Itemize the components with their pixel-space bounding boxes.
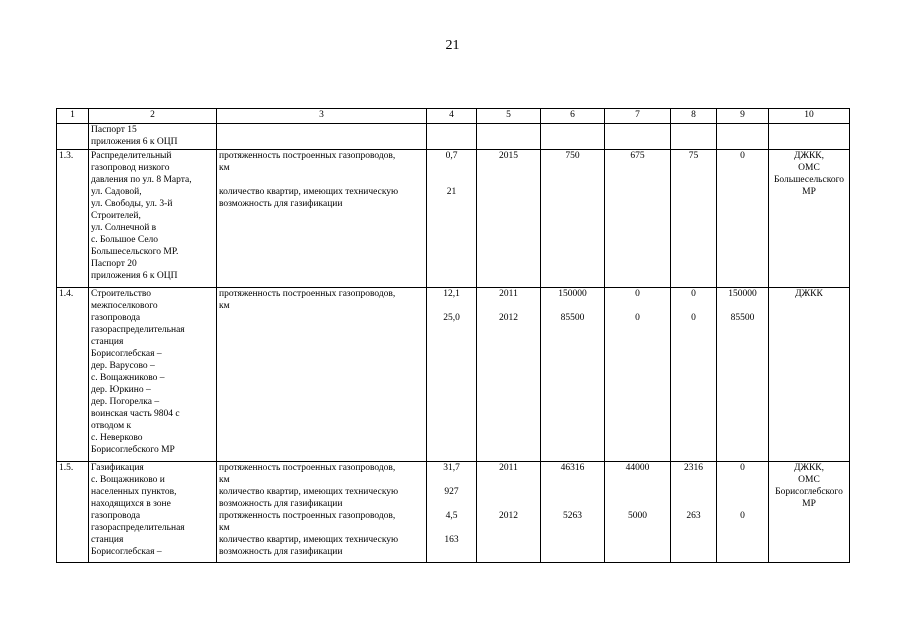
project-name: Строительство межпоселкового газопровода газораспределительная станция Борисоглебская – дер. Варусово – с. Вощажниково – дер. Юркино – дер. Погорелка – воинская часть 9804 с отводом к с. Неверково Борисоглебского МР <box>89 288 217 462</box>
indicator-value: 31,7 927 4,5 163 <box>427 462 477 563</box>
header-cell: 1 <box>57 109 89 124</box>
continuation-row <box>57 124 850 150</box>
row-number: 1.3. <box>57 150 89 288</box>
project-name: Газификация с. Вощажниково и населенных пунктов, находящихся в зоне газопровода газораспределительная станция Борисоглебская – <box>89 462 217 563</box>
executor: ДЖКК, ОМС Борисоглебского МР <box>769 462 850 563</box>
funding-col9: 0 <box>717 150 769 288</box>
year: 2015 <box>477 150 541 288</box>
funding-col8: 75 <box>671 150 717 288</box>
table-row-1-3 <box>57 150 850 288</box>
project-name: Паспорт 15 приложения 6 к ОЦП <box>89 124 217 150</box>
header-cell: 5 <box>477 109 541 124</box>
header-cell: 3 <box>217 109 427 124</box>
table-row-1-4 <box>57 288 850 462</box>
funding-col7: 0 0 <box>605 288 671 462</box>
header-cell: 8 <box>671 109 717 124</box>
funding-total: 150000 85500 <box>541 288 605 462</box>
indicator: протяженность построенных газопроводов, км количество квартир, имеющих техническую возможность для газификации <box>217 150 427 288</box>
year: 2011 2012 <box>477 462 541 563</box>
row-number: 1.4. <box>57 288 89 462</box>
header-cell: 2 <box>89 109 217 124</box>
funding-col8: 2316 263 <box>671 462 717 563</box>
header-row <box>57 109 850 124</box>
funding-total: 46316 5263 <box>541 462 605 563</box>
funding-col8: 0 0 <box>671 288 717 462</box>
header-cell: 7 <box>605 109 671 124</box>
year: 2011 2012 <box>477 288 541 462</box>
executor: ДЖКК, ОМС Большесельского МР <box>769 150 850 288</box>
header-cell: 10 <box>769 109 850 124</box>
executor: ДЖКК <box>769 288 850 462</box>
header-cell: 9 <box>717 109 769 124</box>
funding-col9: 0 0 <box>717 462 769 563</box>
row-number: 1.5. <box>57 462 89 563</box>
funding-col7: 44000 5000 <box>605 462 671 563</box>
indicator-value: 0,7 21 <box>427 150 477 288</box>
funding-total: 750 <box>541 150 605 288</box>
program-table <box>56 108 850 563</box>
indicator: протяженность построенных газопроводов, км <box>217 288 427 462</box>
project-name: Распределительный газопровод низкого давления по ул. 8 Марта, ул. Садовой, ул. Свободы, ул. 3-й Строителей, ул. Солнечной в с. Большое Село Большесельского МР. Паспорт 20 приложения 6 к ОЦП <box>89 150 217 288</box>
indicator: протяженность построенных газопроводов, км количество квартир, имеющих техническую возможность для газификации протяженность построенных газопроводов, км количество квартир, имеющих техническую возможность для газификации <box>217 462 427 563</box>
header-cell: 4 <box>427 109 477 124</box>
funding-col9: 150000 85500 <box>717 288 769 462</box>
funding-col7: 675 <box>605 150 671 288</box>
indicator-value: 12,1 25,0 <box>427 288 477 462</box>
table-row-1-5 <box>57 462 850 563</box>
header-cell: 6 <box>541 109 605 124</box>
page-number: 21 <box>445 38 460 53</box>
